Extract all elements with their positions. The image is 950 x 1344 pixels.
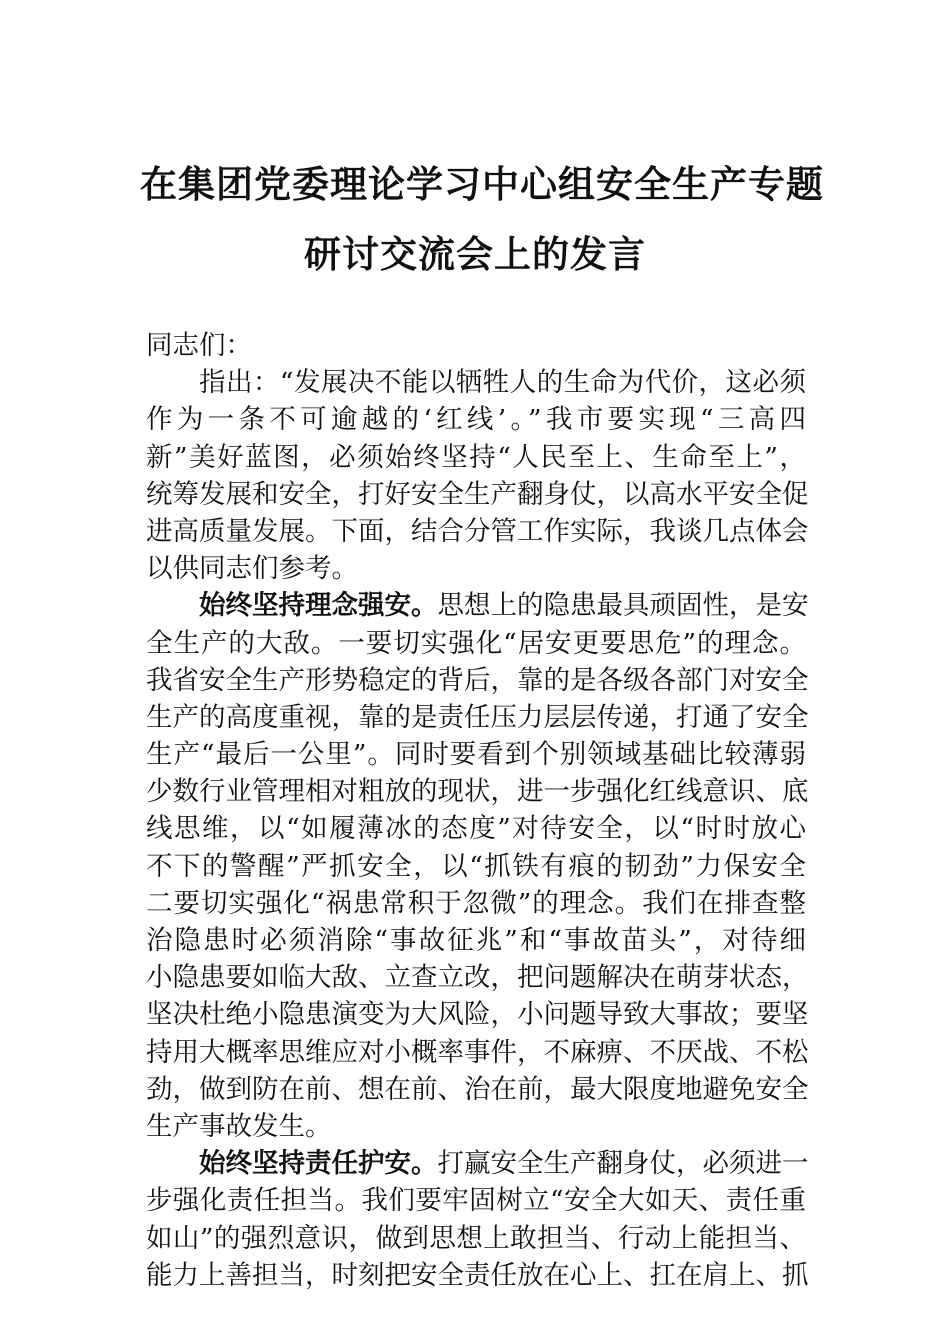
paragraph-2-line: 少数行业管理相对粗放的现状，进一步强化红线意识、底 (146, 776, 809, 808)
paragraph-1-line: 进高质量发展。下面，结合分管工作实际，我谈几点体会 (146, 515, 809, 547)
paragraph-3-line: 能力上善担当，时刻把安全责任放在心上、扛在肩上、抓 (146, 1259, 809, 1291)
paragraph-2-line: 治隐患时必须消除“事故征兆”和“事故苗头”，对待细 (146, 925, 806, 956)
document-body (146, 327, 809, 1294)
paragraph-2-line: 持用大概率思维应对小概率事件，不麻痹、不厌战、不松 (146, 1036, 809, 1068)
paragraph-1-line: 以供同志们参考。 (146, 553, 358, 585)
paragraph-3-line: 打赢安全生产翻身仗，必须进一 (437, 1148, 809, 1180)
paragraph-3-first-line (146, 1145, 809, 1182)
salutation: 同志们： (146, 330, 252, 361)
paragraph-2-first-line (146, 587, 809, 624)
document-title-line-1: 在集团党委理论学习中心组安全生产专题 (140, 162, 824, 206)
paragraph-3-heading: 始终坚持责任护安。 (199, 1148, 438, 1180)
paragraph-2-line: 不下的警醒”严抓安全，以“抓铁有痕的韧劲”力保安全 (146, 850, 806, 882)
paragraph-1-line: 指出：“发展决不能以牺牲人的生命为代价，这必须 (199, 367, 806, 399)
paragraph-2-line: 线思维，以“如履薄冰的态度”对待安全，以“时时放心 (146, 813, 806, 845)
paragraph-2-line: 我省安全生产形势稳定的背后，靠的是各级各部门对安全 (146, 664, 809, 696)
paragraph-2-line: 思想上的隐患最具顽固性，是安 (437, 590, 809, 622)
paragraph-2-heading: 始终坚持理念强安。 (199, 590, 438, 622)
paragraph-1-line: 新”美好蓝图，必须始终坚持“人民至上、生命至上”， (146, 441, 806, 473)
paragraph-2-line: 生产的高度重视，靠的是责任压力层层传递，打通了安全 (146, 701, 809, 733)
paragraph-3-line: 步强化责任担当。我们要牢固树立“安全大如天、责任重 (146, 1185, 806, 1217)
paragraph-2-line: 坚决杜绝小隐患演变为大风险，小问题导致大事故；要坚 (146, 999, 809, 1031)
paragraph-2-line: 小隐患要如临大敌、立查立改，把问题解决在萌芽状态， (146, 962, 809, 994)
paragraph-2-line: 二要切实强化“祸患常积于忽微”的理念。我们在排查整 (146, 887, 806, 919)
paragraph-2-line: 全生产的大敌。一要切实强化“居安更要思危”的理念。 (146, 627, 806, 659)
paragraph-2-line: 生产“最后一公里”。同时要看到个别领域基础比较薄弱 (146, 739, 806, 771)
paragraph-2-line: 劲，做到防在前、想在前、治在前，最大限度地避免安全 (146, 1073, 809, 1105)
paragraph-2-line: 生产事故发生。 (146, 1110, 332, 1142)
paragraph-3-line: 如山”的强烈意识，做到思想上敢担当、行动上能担当、 (146, 1222, 806, 1254)
document-title-line-2: 研讨交流会上的发言 (304, 232, 646, 276)
paragraph-1-line: 作为一条不可逾越的‘红线’。”我市要实现“三高四 (146, 404, 806, 436)
paragraph-1-line: 统筹发展和安全，打好安全生产翻身仗，以高水平安全促 (146, 478, 809, 510)
